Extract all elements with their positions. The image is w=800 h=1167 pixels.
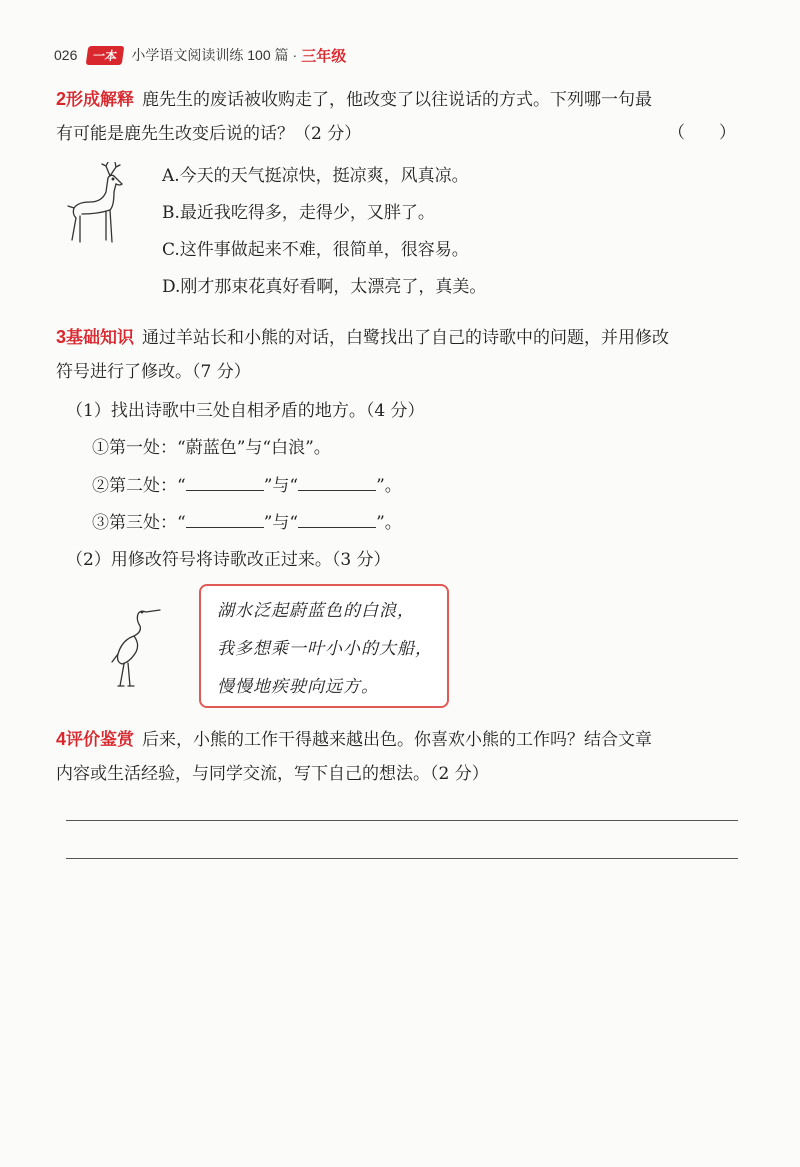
poem-box [199, 584, 449, 708]
option-a[interactable]: A.今天的天气挺凉快，挺凉爽，风真凉。 [162, 166, 469, 186]
blank-3b[interactable] [298, 509, 376, 528]
blank-2a[interactable] [186, 472, 264, 491]
answer-line-1[interactable] [66, 820, 738, 821]
poem-line-2[interactable]: 我多想乘一叶小小的大船， [217, 639, 433, 659]
question-3 [56, 320, 746, 389]
question-2 [56, 82, 746, 151]
part-2-instruction: （2）用修改符号将诗歌改正过来。（3 分） [66, 550, 391, 570]
egret-illustration [106, 600, 166, 692]
part-1-instruction: （1）找出诗歌中三处自相矛盾的地方。（4 分） [66, 401, 425, 421]
question-text-line2: 符号进行了修改。（7 分） [56, 362, 251, 382]
contradiction-item-2 [92, 471, 402, 501]
contradiction-item-1: ①第一处：“蔚蓝色”与“白浪”。 [92, 438, 331, 458]
question-number: 4 [56, 729, 67, 749]
item2-mid: ”与“ [263, 476, 299, 496]
answer-options [162, 158, 486, 306]
question-category: 评价鉴赏 [66, 730, 135, 749]
deer-illustration [66, 162, 128, 246]
book-title: 小学语文阅读训练 100 篇 [131, 47, 289, 63]
question-text-line1: 后来，小熊的工作干得越来越出色。你喜欢小熊的工作吗？结合文章 [142, 730, 653, 750]
question-text-line1: 鹿先生的废话被收购走了，他改变了以往说话的方式。下列哪一句最 [142, 90, 653, 110]
answer-parentheses[interactable]: （ ） [668, 123, 736, 143]
page-header [54, 40, 346, 70]
item2-suffix: ”。 [376, 476, 402, 496]
option-d[interactable]: D.刚才那束花真好看啊，太漂亮了，真美。 [162, 277, 487, 297]
poem-line-3[interactable]: 慢慢地疾驶向远方。 [217, 677, 379, 697]
page-number: 026 [54, 47, 78, 63]
question-text-line2: 有可能是鹿先生改变后说的话？（2 分） [56, 124, 362, 144]
item2-prefix: ②第二处：“ [92, 476, 186, 496]
question-text-line1: 通过羊站长和小熊的对话，白鹭找出了自己的诗歌中的问题，并用修改 [142, 328, 670, 348]
question-category: 形成解释 [66, 90, 135, 109]
item3-mid: ”与“ [263, 513, 299, 533]
blank-2b[interactable] [298, 472, 376, 491]
question-category: 基础知识 [66, 328, 135, 347]
contradiction-item-3 [92, 508, 402, 538]
series-logo: 一本 [86, 46, 125, 65]
answer-line-2[interactable] [66, 858, 738, 859]
title-separator: · [292, 47, 298, 63]
grade-label: 三年级 [301, 47, 347, 65]
question-number: 3 [56, 327, 67, 347]
poem-line-1[interactable]: 湖水泛起蔚蓝色的白浪， [217, 601, 415, 621]
question-number: 2 [56, 89, 67, 109]
option-b[interactable]: B.最近我吃得多，走得少，又胖了。 [162, 203, 435, 223]
question-4 [56, 722, 746, 791]
item3-prefix: ③第三处：“ [92, 513, 186, 533]
blank-3a[interactable] [186, 509, 264, 528]
option-c[interactable]: C.这件事做起来不难，很简单，很容易。 [162, 240, 469, 260]
question-text-line2: 内容或生活经验，与同学交流，写下自己的想法。（2 分） [56, 764, 489, 784]
item3-suffix: ”。 [376, 513, 402, 533]
